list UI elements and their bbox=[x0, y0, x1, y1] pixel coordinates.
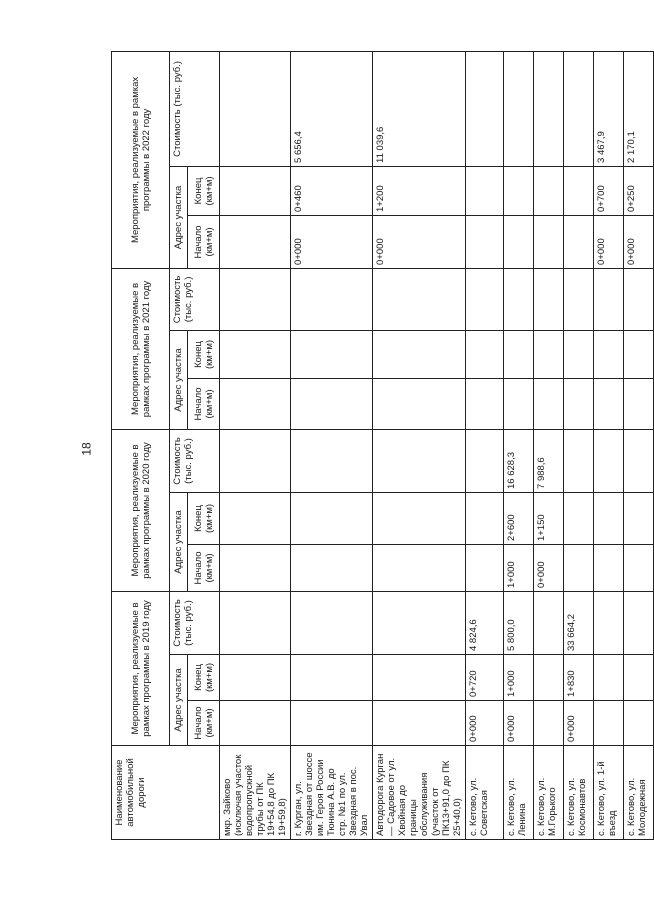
cost-cell bbox=[624, 429, 654, 492]
cost-cell bbox=[624, 268, 654, 330]
end-cell bbox=[291, 655, 373, 701]
start-cell bbox=[534, 378, 564, 429]
end-cell: 1+000 bbox=[504, 655, 534, 701]
cost-cell bbox=[564, 51, 594, 166]
end-cell bbox=[594, 492, 624, 544]
start-cell bbox=[504, 378, 534, 429]
start-cell bbox=[373, 378, 466, 429]
end-cell bbox=[504, 330, 534, 378]
cost-cell bbox=[373, 268, 466, 330]
table-row bbox=[220, 51, 291, 839]
end-cell bbox=[466, 330, 504, 378]
start-cell bbox=[564, 544, 594, 591]
cost-cell bbox=[220, 591, 291, 654]
start-cell: 1+000 bbox=[504, 544, 534, 591]
start-cell bbox=[291, 378, 373, 429]
table-row bbox=[624, 51, 654, 839]
start-cell bbox=[594, 378, 624, 429]
start-cell bbox=[624, 378, 654, 429]
cost-cell bbox=[466, 429, 504, 492]
header-cost: Стоимость (тыс. руб.) bbox=[170, 429, 220, 492]
road-name-cell: с. Кетово, ул. Ленина bbox=[504, 746, 534, 840]
cost-cell: 33 664,2 bbox=[564, 591, 594, 654]
end-cell bbox=[534, 330, 564, 378]
start-cell bbox=[291, 701, 373, 746]
header-cost: Стоимость (тыс. руб.) bbox=[170, 591, 220, 654]
cost-cell bbox=[564, 268, 594, 330]
end-cell: 0+250 bbox=[624, 166, 654, 215]
end-cell bbox=[564, 492, 594, 544]
start-cell: 0+000 bbox=[373, 215, 466, 268]
table-row bbox=[504, 51, 534, 839]
start-cell: 0+000 bbox=[564, 701, 594, 746]
end-cell: 1+830 bbox=[564, 655, 594, 701]
table-body bbox=[220, 51, 654, 839]
start-cell bbox=[624, 544, 654, 591]
cost-cell bbox=[220, 429, 291, 492]
end-cell bbox=[373, 492, 466, 544]
road-name-cell: г. Курган, ул. Звездная от шоссе им. Героя России Тюнина А.В. до стр. №1 по ул. Звездная в пос. Увал bbox=[291, 746, 373, 840]
end-cell: 2+600 bbox=[504, 492, 534, 544]
header-start: Начало (км+м) bbox=[188, 215, 220, 268]
cost-cell: 4 824,6 bbox=[466, 591, 504, 654]
start-cell: 0+000 bbox=[504, 701, 534, 746]
end-cell bbox=[624, 492, 654, 544]
end-cell bbox=[534, 655, 564, 701]
start-cell: 0+000 bbox=[594, 215, 624, 268]
header-end: Конец (км+м) bbox=[188, 166, 220, 215]
start-cell bbox=[534, 215, 564, 268]
start-cell bbox=[466, 215, 504, 268]
cost-cell: 2 170,1 bbox=[624, 51, 654, 166]
cost-cell bbox=[564, 429, 594, 492]
header-address: Адрес участка bbox=[170, 492, 188, 591]
table-row bbox=[373, 51, 466, 839]
cost-cell: 7 988,6 bbox=[534, 429, 564, 492]
end-cell bbox=[594, 655, 624, 701]
cost-cell bbox=[594, 268, 624, 330]
start-cell bbox=[291, 544, 373, 591]
end-cell bbox=[220, 655, 291, 701]
road-name-cell: с. Кетово, ул. Советская bbox=[466, 746, 504, 840]
end-cell bbox=[624, 655, 654, 701]
start-cell bbox=[220, 701, 291, 746]
end-cell bbox=[564, 330, 594, 378]
end-cell: 1+200 bbox=[373, 166, 466, 215]
table-row bbox=[564, 51, 594, 839]
header-address: Адрес участка bbox=[170, 330, 188, 429]
cost-cell bbox=[534, 51, 564, 166]
start-cell: 0+000 bbox=[624, 215, 654, 268]
road-name-cell: Автодорога Курган — Садовое от ул. Хвойная до границы обслуживания (участок от ПК13+91,0 до ПК 25+40,0) bbox=[373, 746, 466, 840]
cost-cell: 5 656,4 bbox=[291, 51, 373, 166]
cost-cell bbox=[291, 268, 373, 330]
end-cell bbox=[220, 492, 291, 544]
cost-cell: 11 039,6 bbox=[373, 51, 466, 166]
end-cell bbox=[373, 330, 466, 378]
road-program-table bbox=[111, 51, 654, 840]
end-cell: 0+700 bbox=[594, 166, 624, 215]
end-cell bbox=[291, 330, 373, 378]
cost-cell bbox=[220, 268, 291, 330]
header-year-2019: Мероприятия, реализуемые в рамках программы в 2019 году bbox=[112, 591, 170, 745]
start-cell: 0+000 bbox=[291, 215, 373, 268]
start-cell bbox=[466, 544, 504, 591]
header-address: Адрес участка bbox=[170, 655, 188, 746]
end-cell bbox=[220, 166, 291, 215]
road-name-cell: с. Кетово, ул. Космонавтов bbox=[564, 746, 594, 840]
cost-cell bbox=[534, 268, 564, 330]
cost-cell bbox=[594, 591, 624, 654]
cost-cell bbox=[373, 429, 466, 492]
road-name-cell: с. Кетово, ул. 1-й въезд bbox=[594, 746, 624, 840]
cost-cell bbox=[466, 268, 504, 330]
end-cell: 0+460 bbox=[291, 166, 373, 215]
header-year-2021: Мероприятия, реализуемые в рамках программы в 2021 году bbox=[112, 268, 170, 429]
cost-cell bbox=[534, 591, 564, 654]
end-cell bbox=[504, 166, 534, 215]
start-cell bbox=[594, 544, 624, 591]
end-cell bbox=[534, 166, 564, 215]
header-start: Начало (км+м) bbox=[188, 544, 220, 591]
start-cell bbox=[504, 215, 534, 268]
end-cell bbox=[220, 330, 291, 378]
start-cell bbox=[220, 544, 291, 591]
end-cell bbox=[594, 330, 624, 378]
cost-cell bbox=[624, 591, 654, 654]
start-cell bbox=[220, 215, 291, 268]
header-start: Начало (км+м) bbox=[188, 378, 220, 429]
header-end: Конец (км+м) bbox=[188, 492, 220, 544]
end-cell bbox=[373, 655, 466, 701]
table-row bbox=[594, 51, 624, 839]
start-cell: 0+000 bbox=[534, 544, 564, 591]
start-cell: 0+000 bbox=[466, 701, 504, 746]
start-cell bbox=[594, 701, 624, 746]
header-end: Конец (км+м) bbox=[188, 655, 220, 701]
road-name-cell: с. Кетово, ул. Молодежная bbox=[624, 746, 654, 840]
start-cell bbox=[564, 215, 594, 268]
header-end: Конец (км+м) bbox=[188, 330, 220, 378]
cost-cell bbox=[291, 429, 373, 492]
end-cell: 1+150 bbox=[534, 492, 564, 544]
end-cell bbox=[624, 330, 654, 378]
road-name-cell: с. Кетово, ул. М.Горького bbox=[534, 746, 564, 840]
cost-cell: 5 800,0 bbox=[504, 591, 534, 654]
cost-cell bbox=[466, 51, 504, 166]
cost-cell bbox=[220, 51, 291, 166]
header-cost: Стоимость (тыс. руб.) bbox=[170, 51, 220, 166]
road-name-cell: мкр. Зайково (исключая участок водопропускной трубы от ПК 19+54,8 до ПК 19+59,8) bbox=[220, 746, 291, 840]
start-cell bbox=[220, 378, 291, 429]
start-cell bbox=[564, 378, 594, 429]
start-cell bbox=[466, 378, 504, 429]
end-cell bbox=[466, 166, 504, 215]
start-cell bbox=[624, 701, 654, 746]
header-year-2020: Мероприятия, реализуемые в рамках программы в 2020 году bbox=[112, 429, 170, 591]
end-cell bbox=[564, 166, 594, 215]
table-row bbox=[534, 51, 564, 839]
end-cell: 0+720 bbox=[466, 655, 504, 701]
cost-cell: 3 467,9 bbox=[594, 51, 624, 166]
header-start: Начало (км+м) bbox=[188, 701, 220, 746]
rotated-table-area bbox=[111, 52, 648, 840]
header-road-name: Наименование автомобильной дороги bbox=[112, 746, 220, 840]
cost-cell bbox=[291, 591, 373, 654]
table-row bbox=[466, 51, 504, 839]
cost-cell: 16 628,3 bbox=[504, 429, 534, 492]
header-address: Адрес участка bbox=[170, 166, 188, 268]
page-number: 18 bbox=[79, 442, 94, 456]
cost-cell bbox=[373, 591, 466, 654]
cost-cell bbox=[504, 51, 534, 166]
table-row bbox=[291, 51, 373, 839]
header-year-2022: Мероприятия, реализуемые в рамках программы в 2022 году bbox=[112, 51, 170, 268]
end-cell bbox=[291, 492, 373, 544]
end-cell bbox=[466, 492, 504, 544]
start-cell bbox=[534, 701, 564, 746]
cost-cell bbox=[594, 429, 624, 492]
start-cell bbox=[373, 701, 466, 746]
cost-cell bbox=[504, 268, 534, 330]
header-cost: Стоимость (тыс. руб.) bbox=[170, 268, 220, 330]
start-cell bbox=[373, 544, 466, 591]
